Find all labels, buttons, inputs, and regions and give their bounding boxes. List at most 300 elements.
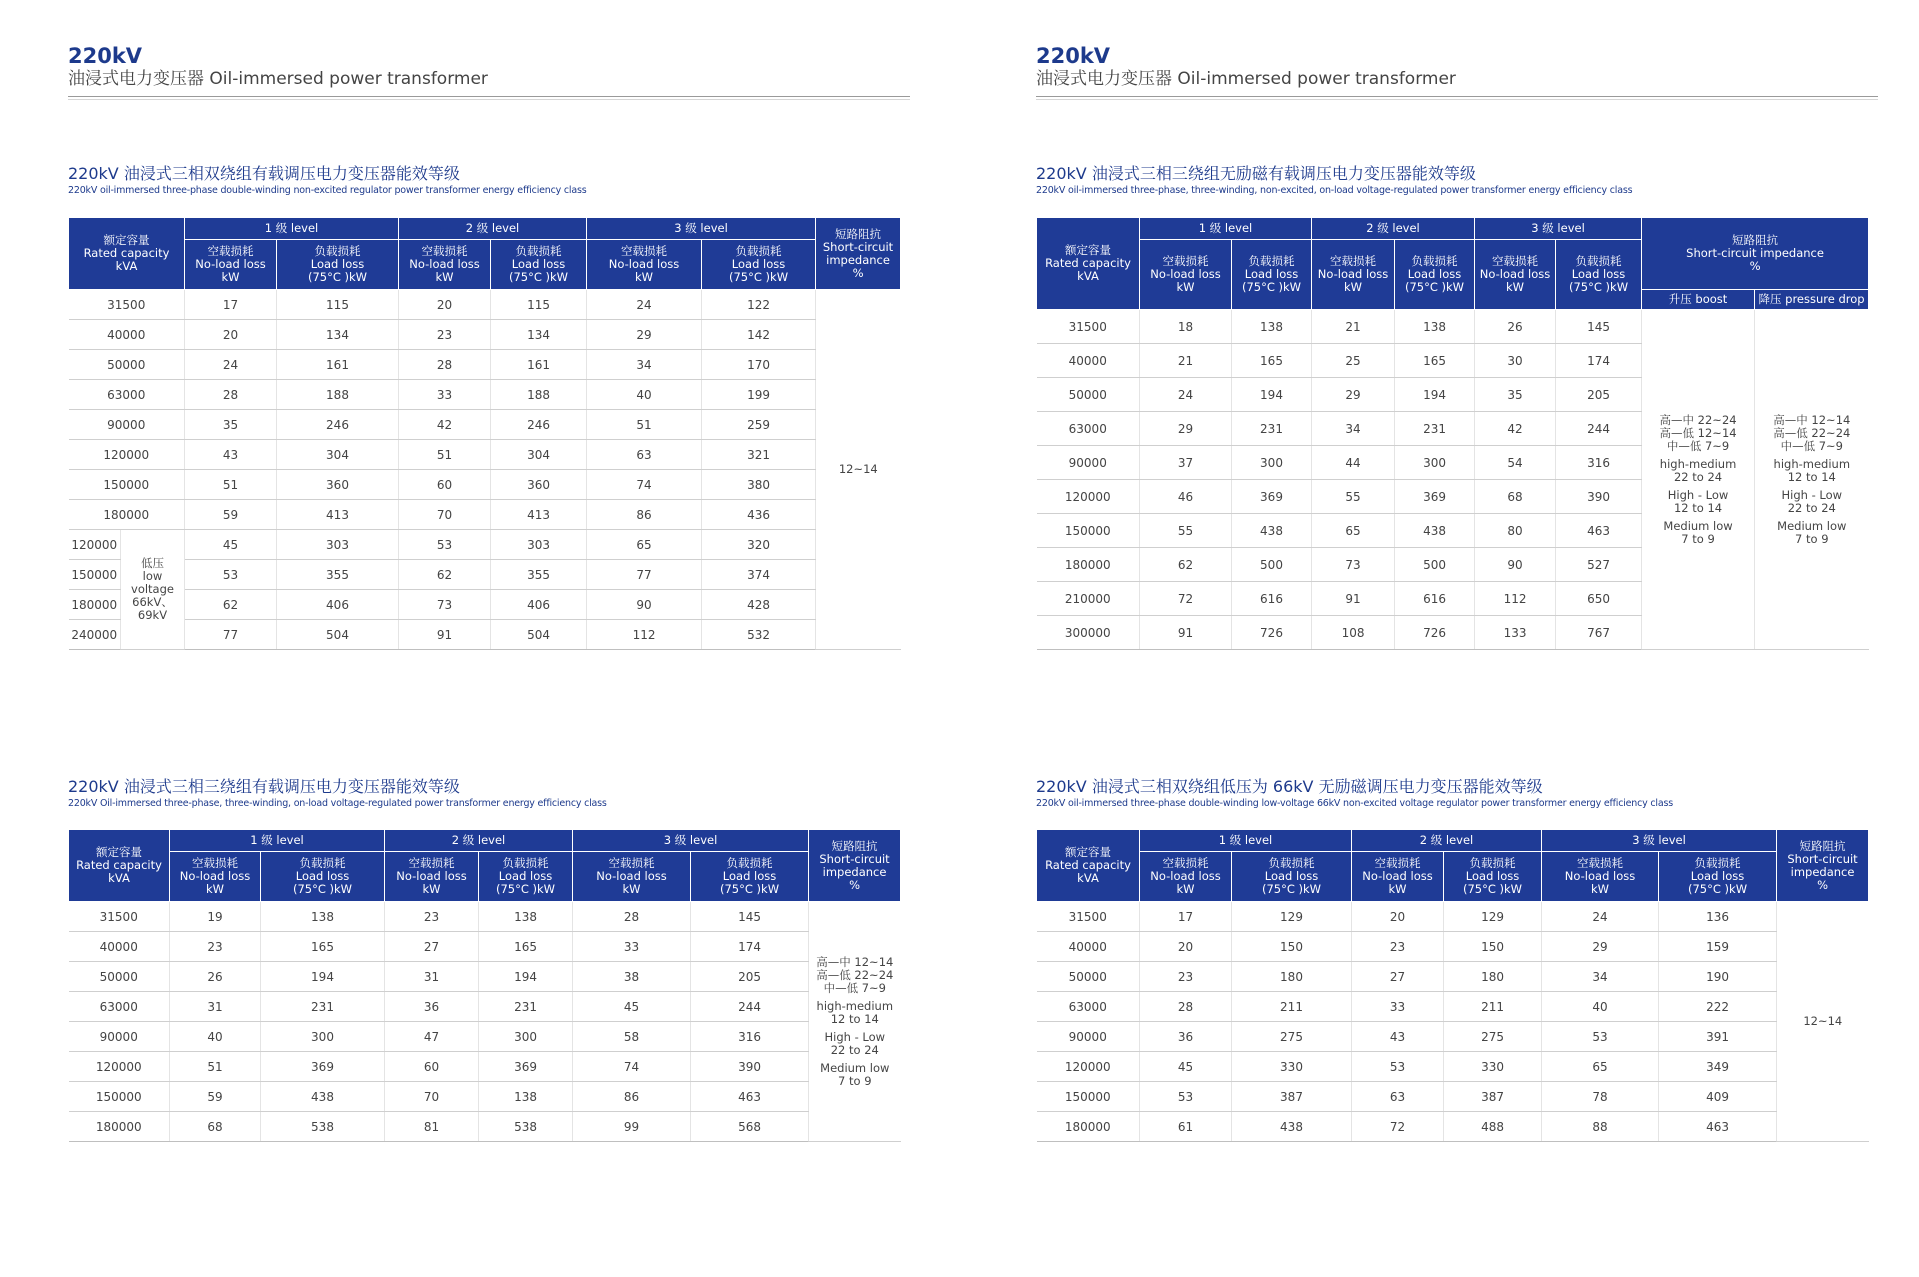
noload-loss-cell: 44 bbox=[1312, 446, 1395, 480]
load-loss-cell: 428 bbox=[702, 590, 816, 620]
load-loss-cell: 275 bbox=[1232, 1022, 1352, 1052]
noload-loss-cell: 37 bbox=[1140, 446, 1232, 480]
noload-loss-cell: 21 bbox=[1140, 344, 1232, 378]
noload-loss-header: 空载损耗 No-load loss kW bbox=[1140, 852, 1232, 902]
rated-capacity-header: 额定容量 Rated capacity kVA bbox=[1037, 830, 1140, 902]
noload-loss-cell: 54 bbox=[1475, 446, 1556, 480]
load-loss-header: 负载损耗 Load loss (75°C )kW bbox=[491, 240, 587, 290]
noload-loss-cell: 91 bbox=[399, 620, 491, 650]
noload-loss-cell: 65 bbox=[1542, 1052, 1659, 1082]
table-row bbox=[69, 320, 901, 350]
load-loss-cell: 406 bbox=[491, 590, 587, 620]
rated-capacity-cell: 90000 bbox=[1037, 1022, 1140, 1052]
load-loss-cell: 194 bbox=[1232, 378, 1312, 412]
load-loss-cell: 275 bbox=[1444, 1022, 1542, 1052]
noload-loss-cell: 24 bbox=[587, 290, 702, 320]
level-1-header: 1 级 level bbox=[1140, 218, 1312, 240]
impedance-cell bbox=[809, 902, 901, 1142]
table-title-en: 220kV oil-immersed three-phase double-winding non-excited regulator power transformer energy efficiency class bbox=[68, 185, 587, 196]
load-loss-cell: 726 bbox=[1232, 616, 1312, 650]
table-row bbox=[69, 902, 901, 932]
noload-loss-cell: 31 bbox=[170, 992, 261, 1022]
table-row bbox=[69, 380, 901, 410]
noload-loss-cell: 28 bbox=[399, 350, 491, 380]
table-row bbox=[69, 1082, 901, 1112]
load-loss-cell: 463 bbox=[1556, 514, 1642, 548]
load-loss-cell: 616 bbox=[1232, 582, 1312, 616]
page-voltage-title: 220kV bbox=[68, 44, 143, 68]
rated-capacity-cell: 31500 bbox=[1037, 902, 1140, 932]
noload-loss-cell: 74 bbox=[573, 1052, 691, 1082]
load-loss-cell: 538 bbox=[261, 1112, 385, 1142]
table-title-cn: 220kV 油浸式三相双绕组低压为 66kV 无励磁调压电力变压器能效等级 bbox=[1036, 777, 1543, 796]
impedance-group bbox=[809, 1000, 901, 1026]
noload-loss-cell: 24 bbox=[185, 350, 277, 380]
table-row bbox=[1037, 1082, 1869, 1112]
table-row bbox=[69, 500, 901, 530]
load-loss-cell: 136 bbox=[1659, 902, 1777, 932]
impedance-line: 12 to 14 bbox=[830, 1011, 879, 1026]
table-title-en: 220kV oil-immersed three-phase double-winding low-voltage 66kV non-excited voltage regulator power transformer energy efficiency class bbox=[1036, 798, 1673, 809]
load-loss-cell: 244 bbox=[1556, 412, 1642, 446]
noload-loss-cell: 91 bbox=[1312, 582, 1395, 616]
rated-capacity-cell: 31500 bbox=[1037, 310, 1140, 344]
load-loss-header: 负载损耗 Load loss (75°C )kW bbox=[702, 240, 816, 290]
noload-loss-cell: 58 bbox=[573, 1022, 691, 1052]
rated-capacity-cell: 180000 bbox=[1037, 1112, 1140, 1142]
noload-loss-cell: 29 bbox=[587, 320, 702, 350]
rated-capacity-cell: 50000 bbox=[1037, 378, 1140, 412]
noload-loss-cell: 40 bbox=[170, 1022, 261, 1052]
table-row bbox=[69, 410, 901, 440]
noload-loss-cell: 77 bbox=[185, 620, 277, 650]
table-row bbox=[1037, 992, 1869, 1022]
load-loss-header: 负载损耗 Load loss (75°C )kW bbox=[691, 852, 809, 902]
noload-loss-cell: 99 bbox=[573, 1112, 691, 1142]
rated-capacity-cell: 120000 bbox=[1037, 480, 1140, 514]
noload-loss-cell: 28 bbox=[185, 380, 277, 410]
load-loss-cell: 369 bbox=[1395, 480, 1475, 514]
noload-loss-cell: 51 bbox=[185, 470, 277, 500]
impedance-line: 中—低 7~9 bbox=[1666, 438, 1730, 453]
rated-capacity-cell: 150000 bbox=[1037, 1082, 1140, 1112]
noload-loss-cell: 17 bbox=[185, 290, 277, 320]
page-subtitle: 油浸式电力变压器 Oil-immersed power transformer bbox=[68, 69, 488, 89]
rated-capacity-cell: 120000 bbox=[69, 440, 185, 470]
noload-loss-cell: 91 bbox=[1140, 616, 1232, 650]
noload-loss-header: 空载损耗 No-load loss kW bbox=[1542, 852, 1659, 902]
load-loss-cell: 413 bbox=[277, 500, 399, 530]
load-loss-cell: 390 bbox=[1556, 480, 1642, 514]
impedance-line: 高—中 12~14 bbox=[816, 954, 894, 969]
impedance-group bbox=[1755, 458, 1869, 484]
noload-loss-cell: 43 bbox=[185, 440, 277, 470]
impedance-line: 中—低 7~9 bbox=[1780, 438, 1844, 453]
noload-loss-cell: 68 bbox=[170, 1112, 261, 1142]
noload-loss-cell: 35 bbox=[185, 410, 277, 440]
noload-loss-cell: 59 bbox=[185, 500, 277, 530]
rated-capacity-cell: 150000 bbox=[69, 1082, 170, 1112]
noload-loss-cell: 23 bbox=[170, 932, 261, 962]
load-loss-cell: 138 bbox=[479, 902, 573, 932]
impedance-group bbox=[1642, 458, 1754, 484]
load-loss-cell: 369 bbox=[261, 1052, 385, 1082]
load-loss-cell: 387 bbox=[1232, 1082, 1352, 1112]
rated-capacity-cell: 150000 bbox=[1037, 514, 1140, 548]
noload-loss-cell: 33 bbox=[1352, 992, 1444, 1022]
noload-loss-cell: 90 bbox=[587, 590, 702, 620]
level-1-header: 1 级 level bbox=[1140, 830, 1352, 852]
impedance-group bbox=[809, 1062, 901, 1088]
noload-loss-cell: 29 bbox=[1312, 378, 1395, 412]
noload-loss-cell: 62 bbox=[185, 590, 277, 620]
load-loss-cell: 406 bbox=[277, 590, 399, 620]
boost-header: 升压 boost bbox=[1642, 290, 1755, 310]
load-loss-cell: 374 bbox=[702, 560, 816, 590]
noload-loss-header: 空载损耗 No-load loss kW bbox=[170, 852, 261, 902]
table-row bbox=[1037, 1022, 1869, 1052]
rated-capacity-cell: 63000 bbox=[1037, 992, 1140, 1022]
load-loss-cell: 463 bbox=[1659, 1112, 1777, 1142]
rated-capacity-cell: 50000 bbox=[69, 350, 185, 380]
noload-loss-cell: 17 bbox=[1140, 902, 1232, 932]
load-loss-cell: 316 bbox=[691, 1022, 809, 1052]
rated-capacity-cell: 120000 bbox=[69, 1052, 170, 1082]
rated-capacity-cell: 210000 bbox=[1037, 582, 1140, 616]
table3-efficiency bbox=[68, 829, 901, 1142]
table-row bbox=[69, 1022, 901, 1052]
load-loss-cell: 650 bbox=[1556, 582, 1642, 616]
level-3-header: 3 级 level bbox=[587, 218, 816, 240]
noload-loss-cell: 29 bbox=[1140, 412, 1232, 446]
impedance-group bbox=[809, 1031, 901, 1057]
load-loss-cell: 316 bbox=[1556, 446, 1642, 480]
table1-title bbox=[68, 164, 910, 197]
page-voltage-title: 220kV bbox=[1036, 44, 1111, 68]
noload-loss-header: 空载损耗 No-load loss kW bbox=[587, 240, 702, 290]
level-2-header: 2 级 level bbox=[399, 218, 587, 240]
load-loss-cell: 391 bbox=[1659, 1022, 1777, 1052]
noload-loss-cell: 65 bbox=[587, 530, 702, 560]
noload-loss-cell: 45 bbox=[1140, 1052, 1232, 1082]
load-loss-cell: 304 bbox=[491, 440, 587, 470]
impedance-group bbox=[1642, 414, 1754, 453]
load-loss-cell: 300 bbox=[1232, 446, 1312, 480]
level-3-header: 3 级 level bbox=[573, 830, 809, 852]
page-header-right bbox=[1036, 44, 1878, 97]
impedance-line: 7 to 9 bbox=[838, 1073, 872, 1088]
load-loss-cell: 330 bbox=[1444, 1052, 1542, 1082]
noload-loss-cell: 31 bbox=[385, 962, 479, 992]
load-loss-cell: 122 bbox=[702, 290, 816, 320]
load-loss-cell: 188 bbox=[491, 380, 587, 410]
noload-loss-cell: 20 bbox=[1140, 932, 1232, 962]
load-loss-cell: 231 bbox=[1395, 412, 1475, 446]
load-loss-cell: 380 bbox=[702, 470, 816, 500]
load-loss-cell: 330 bbox=[1232, 1052, 1352, 1082]
load-loss-cell: 231 bbox=[261, 992, 385, 1022]
noload-loss-cell: 45 bbox=[185, 530, 277, 560]
table2-title bbox=[1036, 164, 1878, 197]
load-loss-cell: 174 bbox=[1556, 344, 1642, 378]
impedance-cell: 12~14 bbox=[816, 290, 901, 650]
rated-capacity-cell: 180000 bbox=[69, 1112, 170, 1142]
noload-loss-cell: 26 bbox=[1475, 310, 1556, 344]
load-loss-cell: 170 bbox=[702, 350, 816, 380]
load-loss-header: 负载损耗 Load loss (75°C )kW bbox=[479, 852, 573, 902]
rated-capacity-cell: 63000 bbox=[69, 992, 170, 1022]
load-loss-cell: 438 bbox=[261, 1082, 385, 1112]
load-loss-cell: 500 bbox=[1395, 548, 1475, 582]
rated-capacity-cell: 50000 bbox=[69, 962, 170, 992]
noload-loss-cell: 30 bbox=[1475, 344, 1556, 378]
noload-loss-cell: 46 bbox=[1140, 480, 1232, 514]
load-loss-cell: 134 bbox=[491, 320, 587, 350]
rated-capacity-cell: 50000 bbox=[1037, 962, 1140, 992]
noload-loss-cell: 72 bbox=[1352, 1112, 1444, 1142]
noload-loss-header: 空载损耗 No-load loss kW bbox=[1475, 240, 1556, 310]
rated-capacity-cell: 31500 bbox=[69, 902, 170, 932]
impedance-line: 高—低 12~14 bbox=[1659, 425, 1737, 440]
noload-loss-cell: 36 bbox=[1140, 1022, 1232, 1052]
noload-loss-cell: 33 bbox=[399, 380, 491, 410]
rated-capacity-cell: 300000 bbox=[1037, 616, 1140, 650]
level-1-header: 1 级 level bbox=[185, 218, 399, 240]
load-loss-cell: 138 bbox=[261, 902, 385, 932]
impedance-line: High - Low bbox=[1781, 487, 1843, 502]
load-loss-header: 负载损耗 Load loss (75°C )kW bbox=[1395, 240, 1475, 310]
noload-loss-cell: 35 bbox=[1475, 378, 1556, 412]
noload-loss-cell: 61 bbox=[1140, 1112, 1232, 1142]
rated-capacity-cell: 40000 bbox=[69, 932, 170, 962]
short-circuit-header: 短路阻抗 Short-circuit impedance % bbox=[1777, 830, 1869, 902]
load-loss-cell: 438 bbox=[1232, 514, 1312, 548]
impedance-cell: 12~14 bbox=[1777, 902, 1869, 1142]
table-row bbox=[69, 530, 901, 560]
load-loss-cell: 387 bbox=[1444, 1082, 1542, 1112]
noload-loss-cell: 23 bbox=[1140, 962, 1232, 992]
impedance-line: 高—低 22~24 bbox=[1773, 425, 1851, 440]
load-loss-cell: 180 bbox=[1444, 962, 1542, 992]
noload-loss-cell: 25 bbox=[1312, 344, 1395, 378]
impedance-line: 高—低 22~24 bbox=[816, 967, 894, 982]
load-loss-cell: 321 bbox=[702, 440, 816, 470]
load-loss-cell: 360 bbox=[277, 470, 399, 500]
noload-loss-cell: 33 bbox=[573, 932, 691, 962]
noload-loss-cell: 112 bbox=[587, 620, 702, 650]
impedance-line: High - Low bbox=[1667, 487, 1729, 502]
noload-loss-cell: 34 bbox=[587, 350, 702, 380]
noload-loss-cell: 40 bbox=[1542, 992, 1659, 1022]
low-voltage-line: 低压 bbox=[141, 556, 164, 570]
load-loss-cell: 199 bbox=[702, 380, 816, 410]
boost-impedance-cell bbox=[1642, 310, 1755, 650]
drop-impedance-cell bbox=[1755, 310, 1869, 650]
noload-loss-cell: 38 bbox=[573, 962, 691, 992]
rated-capacity-header: 额定容量 Rated capacity kVA bbox=[69, 830, 170, 902]
table-row bbox=[69, 470, 901, 500]
load-loss-cell: 138 bbox=[1232, 310, 1312, 344]
level-2-header: 2 级 level bbox=[1352, 830, 1542, 852]
rated-capacity-header: 额定容量 Rated capacity kVA bbox=[1037, 218, 1140, 310]
low-voltage-line: 66kV、 bbox=[132, 595, 173, 609]
load-loss-header: 负载损耗 Load loss (75°C )kW bbox=[1444, 852, 1542, 902]
load-loss-cell: 303 bbox=[491, 530, 587, 560]
load-loss-cell: 165 bbox=[1232, 344, 1312, 378]
noload-loss-cell: 45 bbox=[573, 992, 691, 1022]
noload-loss-cell: 88 bbox=[1542, 1112, 1659, 1142]
load-loss-header: 负载损耗 Load loss (75°C )kW bbox=[1232, 240, 1312, 310]
noload-loss-cell: 23 bbox=[385, 902, 479, 932]
load-loss-cell: 538 bbox=[479, 1112, 573, 1142]
table-row bbox=[69, 932, 901, 962]
page-subtitle: 油浸式电力变压器 Oil-immersed power transformer bbox=[1036, 69, 1456, 89]
noload-loss-cell: 65 bbox=[1312, 514, 1395, 548]
noload-loss-cell: 60 bbox=[399, 470, 491, 500]
impedance-line: 中—低 7~9 bbox=[823, 980, 887, 995]
rated-capacity-cell: 90000 bbox=[1037, 446, 1140, 480]
load-loss-cell: 190 bbox=[1659, 962, 1777, 992]
impedance-line: 12 to 14 bbox=[1673, 500, 1723, 515]
load-loss-cell: 438 bbox=[1395, 514, 1475, 548]
impedance-line: 12 to 14 bbox=[1787, 469, 1836, 484]
page-header-left bbox=[68, 44, 910, 97]
noload-loss-cell: 53 bbox=[1542, 1022, 1659, 1052]
noload-loss-header: 空载损耗 No-load loss kW bbox=[399, 240, 491, 290]
load-loss-cell: 504 bbox=[491, 620, 587, 650]
impedance-group bbox=[1642, 520, 1754, 546]
table-title-cn: 220kV 油浸式三相三绕组有载调压电力变压器能效等级 bbox=[68, 777, 460, 796]
noload-loss-header: 空载损耗 No-load loss kW bbox=[385, 852, 479, 902]
noload-loss-cell: 24 bbox=[1140, 378, 1232, 412]
noload-loss-cell: 36 bbox=[385, 992, 479, 1022]
noload-loss-header: 空载损耗 No-load loss kW bbox=[1140, 240, 1232, 310]
load-loss-cell: 500 bbox=[1232, 548, 1312, 582]
noload-loss-cell: 62 bbox=[399, 560, 491, 590]
load-loss-cell: 129 bbox=[1232, 902, 1352, 932]
noload-loss-cell: 74 bbox=[587, 470, 702, 500]
load-loss-cell: 165 bbox=[479, 932, 573, 962]
load-loss-cell: 174 bbox=[691, 932, 809, 962]
load-loss-cell: 438 bbox=[1232, 1112, 1352, 1142]
rated-capacity-cell: 240000 bbox=[69, 620, 121, 650]
load-loss-cell: 568 bbox=[691, 1112, 809, 1142]
level-2-header: 2 级 level bbox=[385, 830, 573, 852]
load-loss-cell: 150 bbox=[1444, 932, 1542, 962]
impedance-line: high-medium bbox=[816, 998, 894, 1013]
impedance-group bbox=[1755, 520, 1869, 546]
rated-capacity-cell: 180000 bbox=[69, 500, 185, 530]
load-loss-cell: 211 bbox=[1444, 992, 1542, 1022]
rated-capacity-cell: 90000 bbox=[69, 410, 185, 440]
load-loss-cell: 246 bbox=[491, 410, 587, 440]
table4-title bbox=[1036, 777, 1878, 810]
load-loss-header: 负载损耗 Load loss (75°C )kW bbox=[1556, 240, 1642, 310]
noload-loss-cell: 18 bbox=[1140, 310, 1232, 344]
noload-loss-cell: 53 bbox=[1352, 1052, 1444, 1082]
noload-loss-cell: 29 bbox=[1542, 932, 1659, 962]
noload-loss-cell: 53 bbox=[399, 530, 491, 560]
table-row bbox=[1037, 962, 1869, 992]
noload-loss-cell: 20 bbox=[185, 320, 277, 350]
noload-loss-cell: 86 bbox=[573, 1082, 691, 1112]
table-title-en: 220kV Oil-immersed three-phase, three-winding, on-load voltage-regulated power transformer energy efficiency class bbox=[68, 798, 607, 809]
noload-loss-cell: 42 bbox=[399, 410, 491, 440]
impedance-line: 22 to 24 bbox=[830, 1042, 879, 1057]
table4-efficiency bbox=[1036, 829, 1869, 1142]
table1-efficiency bbox=[68, 217, 901, 650]
load-loss-cell: 246 bbox=[277, 410, 399, 440]
impedance-group bbox=[809, 956, 901, 995]
noload-loss-header: 空载损耗 No-load loss kW bbox=[1352, 852, 1444, 902]
load-loss-cell: 349 bbox=[1659, 1052, 1777, 1082]
noload-loss-cell: 23 bbox=[399, 320, 491, 350]
rated-capacity-cell: 63000 bbox=[1037, 412, 1140, 446]
impedance-line: Medium low bbox=[1663, 518, 1733, 533]
low-voltage-line: voltage bbox=[131, 582, 174, 596]
noload-loss-cell: 90 bbox=[1475, 548, 1556, 582]
load-loss-cell: 436 bbox=[702, 500, 816, 530]
noload-loss-cell: 42 bbox=[1475, 412, 1556, 446]
load-loss-cell: 504 bbox=[277, 620, 399, 650]
noload-loss-cell: 72 bbox=[1140, 582, 1232, 616]
rated-capacity-cell: 120000 bbox=[1037, 1052, 1140, 1082]
load-loss-cell: 303 bbox=[277, 530, 399, 560]
load-loss-cell: 409 bbox=[1659, 1082, 1777, 1112]
load-loss-cell: 304 bbox=[277, 440, 399, 470]
load-loss-header: 负载损耗 Load loss (75°C )kW bbox=[1659, 852, 1777, 902]
impedance-line: High - Low bbox=[824, 1029, 886, 1044]
rated-capacity-cell: 90000 bbox=[69, 1022, 170, 1052]
load-loss-cell: 231 bbox=[479, 992, 573, 1022]
load-loss-cell: 138 bbox=[479, 1082, 573, 1112]
noload-loss-cell: 53 bbox=[185, 560, 277, 590]
rated-capacity-cell: 150000 bbox=[69, 560, 121, 590]
table-row bbox=[1037, 310, 1869, 344]
noload-loss-cell: 24 bbox=[1542, 902, 1659, 932]
noload-loss-cell: 55 bbox=[1312, 480, 1395, 514]
short-circuit-header: 短路阻抗 Short-circuit impedance % bbox=[809, 830, 901, 902]
load-loss-cell: 211 bbox=[1232, 992, 1352, 1022]
table-row bbox=[69, 560, 901, 590]
load-loss-cell: 129 bbox=[1444, 902, 1542, 932]
load-loss-cell: 300 bbox=[261, 1022, 385, 1052]
noload-loss-cell: 51 bbox=[399, 440, 491, 470]
noload-loss-cell: 21 bbox=[1312, 310, 1395, 344]
impedance-line: 7 to 9 bbox=[1795, 531, 1829, 546]
noload-loss-header: 空载损耗 No-load loss kW bbox=[573, 852, 691, 902]
table-row bbox=[69, 962, 901, 992]
rated-capacity-cell: 63000 bbox=[69, 380, 185, 410]
load-loss-cell: 767 bbox=[1556, 616, 1642, 650]
level-1-header: 1 级 level bbox=[170, 830, 385, 852]
noload-loss-cell: 27 bbox=[385, 932, 479, 962]
load-loss-cell: 369 bbox=[1232, 480, 1312, 514]
noload-loss-cell: 80 bbox=[1475, 514, 1556, 548]
noload-loss-cell: 73 bbox=[399, 590, 491, 620]
noload-loss-cell: 73 bbox=[1312, 548, 1395, 582]
rated-capacity-cell: 40000 bbox=[69, 320, 185, 350]
impedance-group bbox=[1642, 489, 1754, 515]
noload-loss-cell: 53 bbox=[1140, 1082, 1232, 1112]
noload-loss-cell: 51 bbox=[170, 1052, 261, 1082]
low-voltage-line: 69kV bbox=[137, 608, 168, 622]
rated-capacity-cell: 31500 bbox=[69, 290, 185, 320]
noload-loss-cell: 112 bbox=[1475, 582, 1556, 616]
impedance-line: 高—中 12~14 bbox=[1773, 412, 1851, 427]
rated-capacity-cell: 40000 bbox=[1037, 344, 1140, 378]
table-row bbox=[1037, 902, 1869, 932]
